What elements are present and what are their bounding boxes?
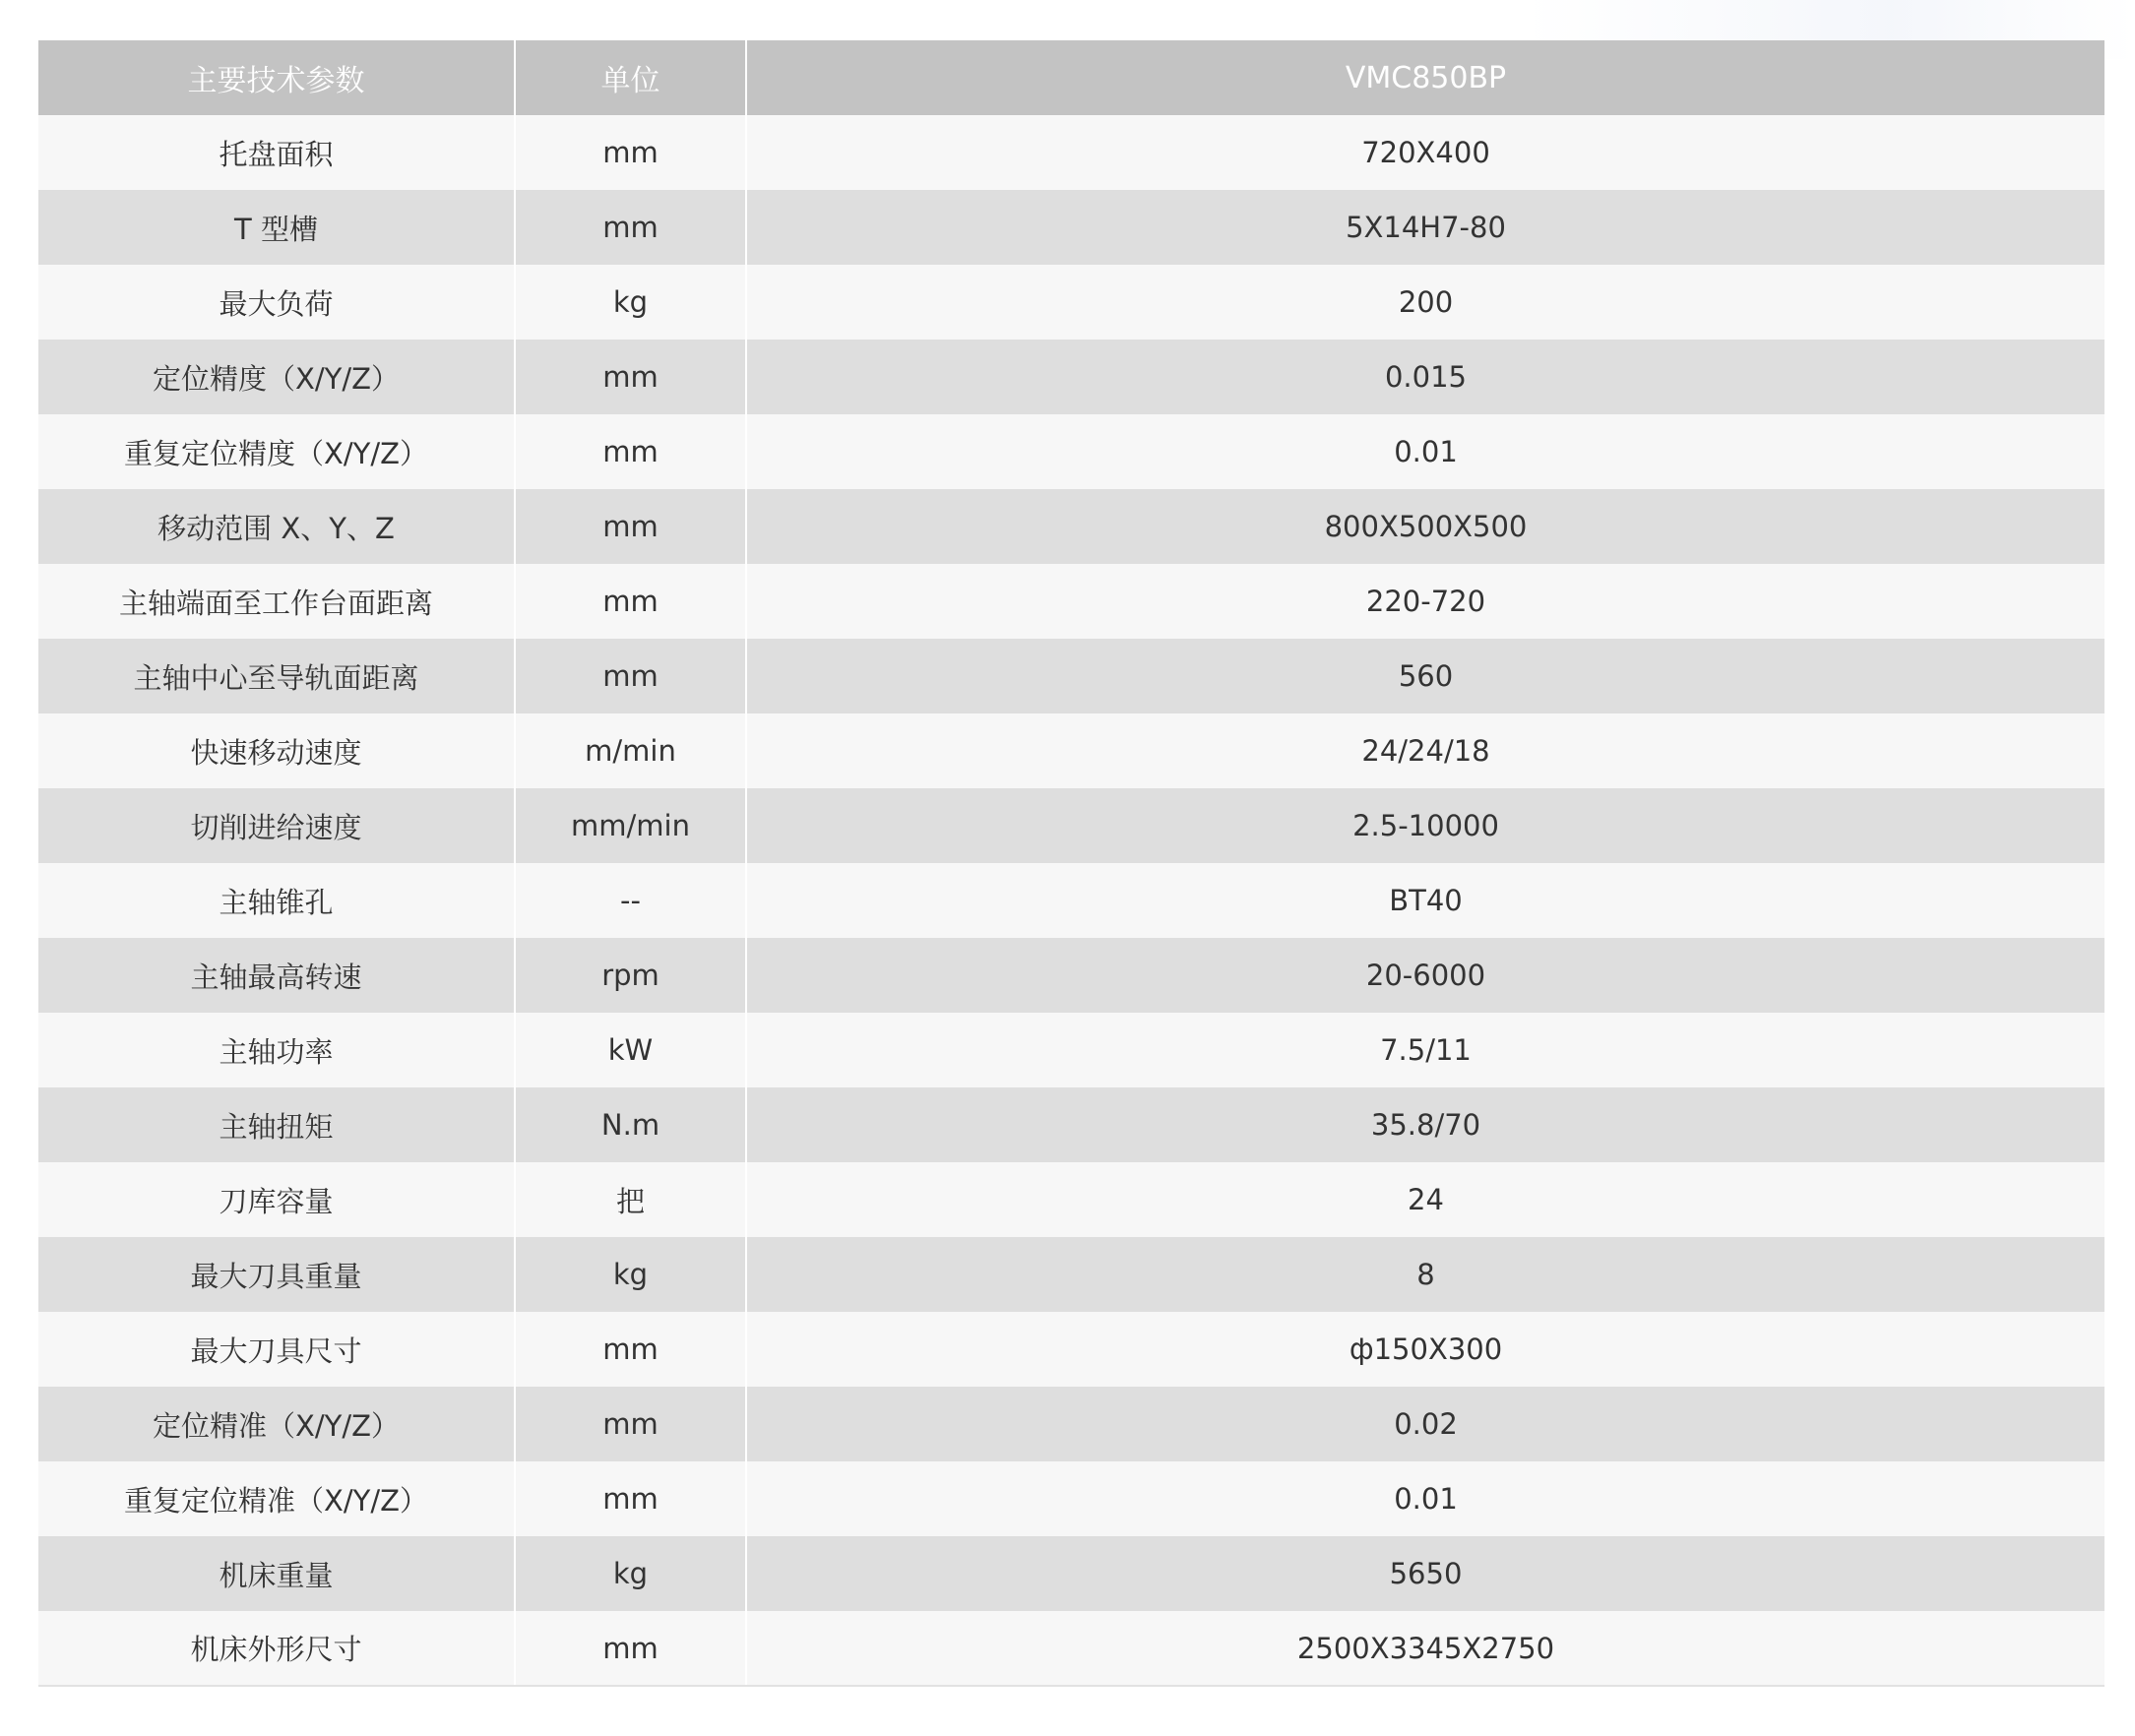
value-cell: 0.015 xyxy=(746,340,2104,414)
param-cell: T 型槽 xyxy=(38,190,515,265)
value-cell: 720X400 xyxy=(746,115,2104,190)
unit-cell: kg xyxy=(515,1536,746,1611)
param-cell: 托盘面积 xyxy=(38,115,515,190)
value-cell: 7.5/11 xyxy=(746,1013,2104,1087)
unit-cell: m/min xyxy=(515,713,746,788)
table-row xyxy=(38,340,2104,414)
value-cell: ф150X300 xyxy=(746,1312,2104,1387)
unit-cell: mm xyxy=(515,1387,746,1461)
unit-cell: mm xyxy=(515,115,746,190)
value-cell: 220-720 xyxy=(746,564,2104,639)
spec-table-header xyxy=(38,40,2104,115)
unit-cell: mm xyxy=(515,340,746,414)
table-row xyxy=(38,1312,2104,1387)
value-cell: 2500X3345X2750 xyxy=(746,1611,2104,1686)
unit-cell: mm xyxy=(515,1312,746,1387)
param-cell: 快速移动速度 xyxy=(38,713,515,788)
table-row xyxy=(38,863,2104,938)
unit-cell: kg xyxy=(515,265,746,340)
value-cell: 800X500X500 xyxy=(746,489,2104,564)
unit-cell: rpm xyxy=(515,938,746,1013)
param-cell: 最大刀具重量 xyxy=(38,1237,515,1312)
param-cell: 主轴功率 xyxy=(38,1013,515,1087)
value-cell: 20-6000 xyxy=(746,938,2104,1013)
param-cell: 切削进给速度 xyxy=(38,788,515,863)
unit-cell: mm xyxy=(515,1611,746,1686)
param-cell: 主轴最高转速 xyxy=(38,938,515,1013)
param-cell: 主轴扭矩 xyxy=(38,1087,515,1162)
param-cell: 定位精度（X/Y/Z） xyxy=(38,340,515,414)
table-row xyxy=(38,1536,2104,1611)
value-cell: 200 xyxy=(746,265,2104,340)
value-cell: 5X14H7-80 xyxy=(746,190,2104,265)
value-cell: 0.01 xyxy=(746,414,2104,489)
unit-cell: mm/min xyxy=(515,788,746,863)
value-cell: 0.02 xyxy=(746,1387,2104,1461)
unit-cell: kW xyxy=(515,1013,746,1087)
param-cell: 主轴端面至工作台面距离 xyxy=(38,564,515,639)
param-cell: 刀库容量 xyxy=(38,1162,515,1237)
unit-cell: 把 xyxy=(515,1162,746,1237)
table-row xyxy=(38,938,2104,1013)
param-cell: 机床外形尺寸 xyxy=(38,1611,515,1686)
value-cell: 24/24/18 xyxy=(746,713,2104,788)
header-param: 主要技术参数 xyxy=(38,40,515,115)
header-row xyxy=(38,40,2104,115)
table-row xyxy=(38,1013,2104,1087)
table-row xyxy=(38,713,2104,788)
unit-cell: mm xyxy=(515,190,746,265)
value-cell: 35.8/70 xyxy=(746,1087,2104,1162)
unit-cell: -- xyxy=(515,863,746,938)
value-cell: 8 xyxy=(746,1237,2104,1312)
table-row xyxy=(38,115,2104,190)
table-row xyxy=(38,1461,2104,1536)
unit-cell: mm xyxy=(515,489,746,564)
table-row xyxy=(38,414,2104,489)
table-row xyxy=(38,1087,2104,1162)
table-row xyxy=(38,489,2104,564)
table-row xyxy=(38,265,2104,340)
value-cell: BT40 xyxy=(746,863,2104,938)
header-unit: 单位 xyxy=(515,40,746,115)
unit-cell: kg xyxy=(515,1237,746,1312)
table-row xyxy=(38,639,2104,713)
table-row xyxy=(38,1611,2104,1686)
spec-table xyxy=(38,40,2104,1687)
param-cell: 定位精准（X/Y/Z） xyxy=(38,1387,515,1461)
table-row xyxy=(38,1387,2104,1461)
value-cell: 0.01 xyxy=(746,1461,2104,1536)
value-cell: 24 xyxy=(746,1162,2104,1237)
param-cell: 主轴中心至导轨面距离 xyxy=(38,639,515,713)
unit-cell: N.m xyxy=(515,1087,746,1162)
header-model: VMC850BP xyxy=(746,40,2104,115)
unit-cell: mm xyxy=(515,1461,746,1536)
value-cell: 2.5-10000 xyxy=(746,788,2104,863)
table-row xyxy=(38,1237,2104,1312)
param-cell: 最大刀具尺寸 xyxy=(38,1312,515,1387)
unit-cell: mm xyxy=(515,414,746,489)
table-row xyxy=(38,190,2104,265)
param-cell: 主轴锥孔 xyxy=(38,863,515,938)
table-row xyxy=(38,1162,2104,1237)
table-row xyxy=(38,788,2104,863)
param-cell: 重复定位精度（X/Y/Z） xyxy=(38,414,515,489)
table-row xyxy=(38,564,2104,639)
param-cell: 移动范围 X、Y、Z xyxy=(38,489,515,564)
unit-cell: mm xyxy=(515,564,746,639)
unit-cell: mm xyxy=(515,639,746,713)
value-cell: 5650 xyxy=(746,1536,2104,1611)
param-cell: 重复定位精准（X/Y/Z） xyxy=(38,1461,515,1536)
spec-table-body xyxy=(38,115,2104,1686)
value-cell: 560 xyxy=(746,639,2104,713)
param-cell: 机床重量 xyxy=(38,1536,515,1611)
param-cell: 最大负荷 xyxy=(38,265,515,340)
